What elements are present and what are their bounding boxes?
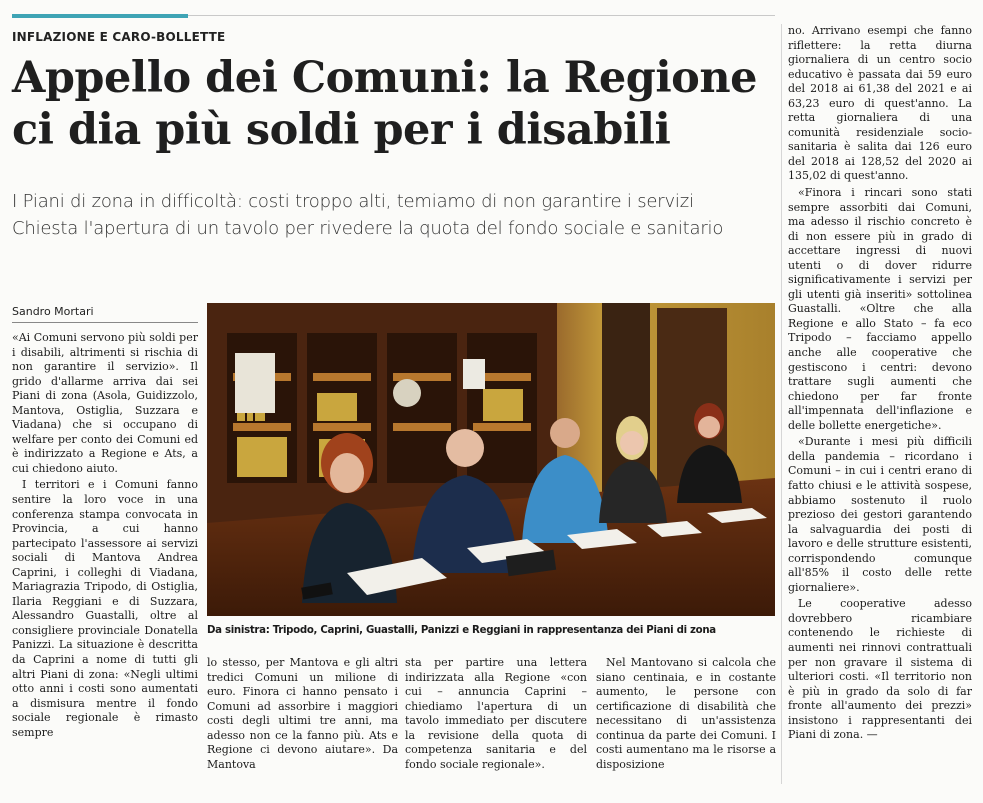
photo-caption: Da sinistra: Tripodo, Caprini, Guastalli, Panizzi e Reggiani in rappresentanza dei Piani di zona xyxy=(207,625,716,636)
paragraph: I territori e i Comuni fanno sentire la loro voce in una conferenza stampa convocata in Provincia, a cui hanno partecipato l'assessore ai servizi sociali di Mantova Andrea Caprini, i colleghi di Viadana, Mariagrazia Tripodo, di Ostiglia, Ilaria Reggiani e di Suzzara, Alessandro Guastalli, oltre al consigliere provinciale Donatella Panizzi. La situazione è descritta da Caprini a nome di tutti gli altri Piani di zona: «Negli ultimi otto anni i costi sono aumentati a dismisura mentre il fondo sociale regionale è rimasto sempre xyxy=(12,478,198,739)
photo-illustration xyxy=(207,303,775,616)
byline: Sandro Mortari xyxy=(12,305,94,318)
article-column-5 xyxy=(788,24,972,743)
article-column-1 xyxy=(12,331,198,740)
kicker-accent-bar xyxy=(12,14,188,18)
paragraph: «Durante i mesi più difficili della pandemia – ricordano i Comuni – in cui i centri erano di fatto chiusi e le attività sospese, abbiamo sostenuto il ruolo prezioso dei gestori garantendo la salvaguardia dei posti di lavoro e delle strutture esistenti, corrispondendo comunque all'85% il costo delle rette giornaliere». xyxy=(788,435,972,594)
headline-line-2: ci dia più soldi per i disabili xyxy=(12,105,671,155)
paragraph: Nel Mantovano si calcola che siano centinaia, e in costante aumento, le persone con certificazione di disabilità che necessitano di un'assistenza continua da parte dei Comuni. I costi aumentano ma le risorse a disposizione xyxy=(596,656,776,771)
byline-underline xyxy=(12,322,198,323)
press-conference-photo xyxy=(207,303,775,616)
article-column-4 xyxy=(596,656,776,772)
article-column-2 xyxy=(207,656,398,772)
top-divider xyxy=(188,15,775,16)
paragraph: no. Arrivano esempi che fanno riflettere: la retta diurna giornaliera di un centro socio educativo è passata dai 59 euro del 2018 ai 61,38 del 2021 e ai 63,23 euro di quest'anno. La retta giornaliera di una comunità residenziale socio-sanitaria è salita dai 126 euro del 2018 ai 128,52 del 2020 ai 135,02 di quest'anno. xyxy=(788,24,972,183)
paragraph: Le cooperative adesso dovrebbero ricambiare contenendo le richieste di aumenti nei rinnovi contrattuali per non gravare il sistema di ulteriori costi. «Il territorio non è più in grado da solo di far fronte all'aumento dei prezzi» insistono i rappresentanti dei Piani di zona. — xyxy=(788,597,972,742)
headline-line-1: Appello dei Comuni: la Regione xyxy=(12,53,757,103)
subheadline xyxy=(12,188,782,242)
kicker: INFLAZIONE E CARO-BOLLETTE xyxy=(12,30,226,44)
paragraph: sta per partire una lettera indirizzata alla Regione «con cui – annuncia Caprini – chiediamo l'apertura di un tavolo immediato per discutere la revisione della quota di competenza sanitaria e del fondo sociale regionale». xyxy=(405,656,587,771)
paragraph: «Ai Comuni servono più soldi per i disabili, altrimenti si rischia di non garantire il servizio». Il grido d'allarme arriva dai sei Piani di zona (Asola, Guidizzolo, Mantova, Ostiglia, Suzzara e Viadana) che si occupano di welfare per conto dei Comuni ed è indirizzato a Regione e Ats, a cui chiedono aiuto. xyxy=(12,331,198,475)
subhead-line-2: Chiesta l'apertura di un tavolo per rivedere la quota del fondo sociale e sanitario xyxy=(12,218,724,239)
subhead-line-1: I Piani di zona in difficoltà: costi troppo alti, temiamo di non garantire i servizi xyxy=(12,191,694,212)
paragraph: «Finora i rincari sono stati sempre assorbiti dai Comuni, ma adesso il rischio concreto è di non essere più in grado di accettare ingressi di nuovi utenti o di dover ridurre significativamente i servizi per gli utenti già inseriti» sottolinea Guastalli. «Oltre che alla Regione e allo Stato – fa eco Tripodo – facciamo appello anche alle cooperative che gestiscono i centri: devono trattare sugli aumenti che chiedono per far fronte all'impennata dell'inflazione e delle bollette energetiche». xyxy=(788,186,972,432)
article-column-3 xyxy=(405,656,587,772)
paragraph: lo stesso, per Mantova e gli altri tredici Comuni un milione di euro. Finora ci hanno pensato i Comuni ad assorbire i maggiori costi degli ultimi tre anni, ma adesso non ce la fanno più. Ats e Regione ci devono aiutare». Da Mantova xyxy=(207,656,398,771)
headline xyxy=(12,52,782,156)
